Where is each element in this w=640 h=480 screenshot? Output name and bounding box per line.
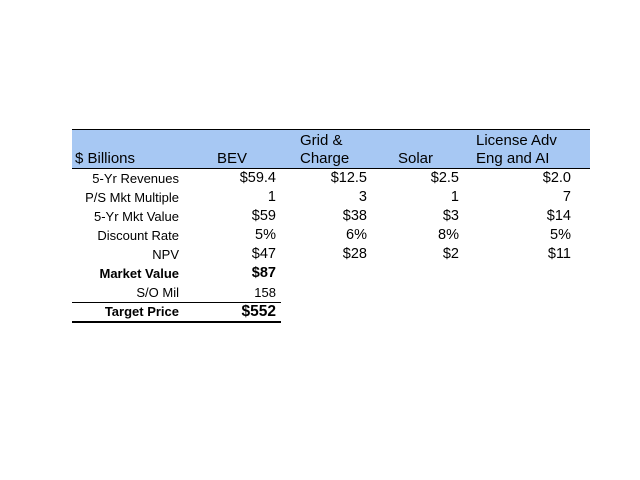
bev-value: $59.4	[239, 170, 276, 186]
license-value: 5%	[550, 227, 571, 243]
solar-value: 8%	[438, 227, 459, 243]
license-header-line1: License Adv	[476, 132, 557, 149]
grid-value: 3	[358, 189, 367, 205]
row-label: 5-Yr Revenues	[92, 171, 179, 186]
grid-value: $12.5	[330, 170, 367, 186]
grid-value: 6%	[346, 227, 367, 243]
table-row	[72, 245, 590, 264]
bev-value: $59	[251, 208, 276, 224]
grid-value: $28	[342, 246, 367, 262]
solar-header: Solar	[398, 150, 434, 167]
table-row	[72, 226, 590, 245]
table-row	[72, 188, 590, 207]
bev-value: $552	[241, 303, 276, 320]
row-label: 5-Yr Mkt Value	[93, 209, 179, 224]
solar-value: 1	[450, 189, 459, 205]
table-row-shares-outstanding	[72, 283, 590, 302]
units-header: $ Billions	[75, 150, 136, 167]
table-row-market-value	[72, 264, 590, 283]
grid-value: $38	[342, 208, 367, 224]
bev-value: 158	[254, 285, 276, 300]
table-header	[72, 129, 590, 169]
table-row-target-price	[72, 302, 590, 321]
bev-value: 1	[267, 189, 276, 205]
license-header-line2: Eng and AI	[476, 150, 550, 167]
row-label: Market Value	[99, 266, 179, 281]
bev-header: BEV	[217, 150, 248, 167]
solar-value: $3	[442, 208, 459, 224]
row-label: Target Price	[104, 304, 179, 319]
row-label: NPV	[152, 247, 179, 262]
license-value: $11	[547, 246, 571, 262]
solar-value: $2	[442, 246, 459, 262]
bev-value: 5%	[255, 227, 276, 243]
license-value: $2.0	[542, 170, 571, 186]
table-row	[72, 169, 590, 188]
bev-value: $47	[251, 246, 276, 262]
row-label: S/O Mil	[136, 285, 179, 300]
row-label: P/S Mkt Multiple	[85, 190, 179, 205]
license-value: 7	[562, 189, 571, 205]
solar-value: $2.5	[430, 170, 459, 186]
grid-header-line2: Charge	[300, 150, 350, 167]
row-label: Discount Rate	[97, 228, 179, 243]
grid-header-line1: Grid &	[300, 132, 343, 149]
valuation-table	[72, 129, 590, 321]
bev-value: $87	[251, 265, 276, 281]
license-value: $14	[546, 208, 571, 224]
bottom-border	[72, 321, 281, 323]
table-row	[72, 207, 590, 226]
